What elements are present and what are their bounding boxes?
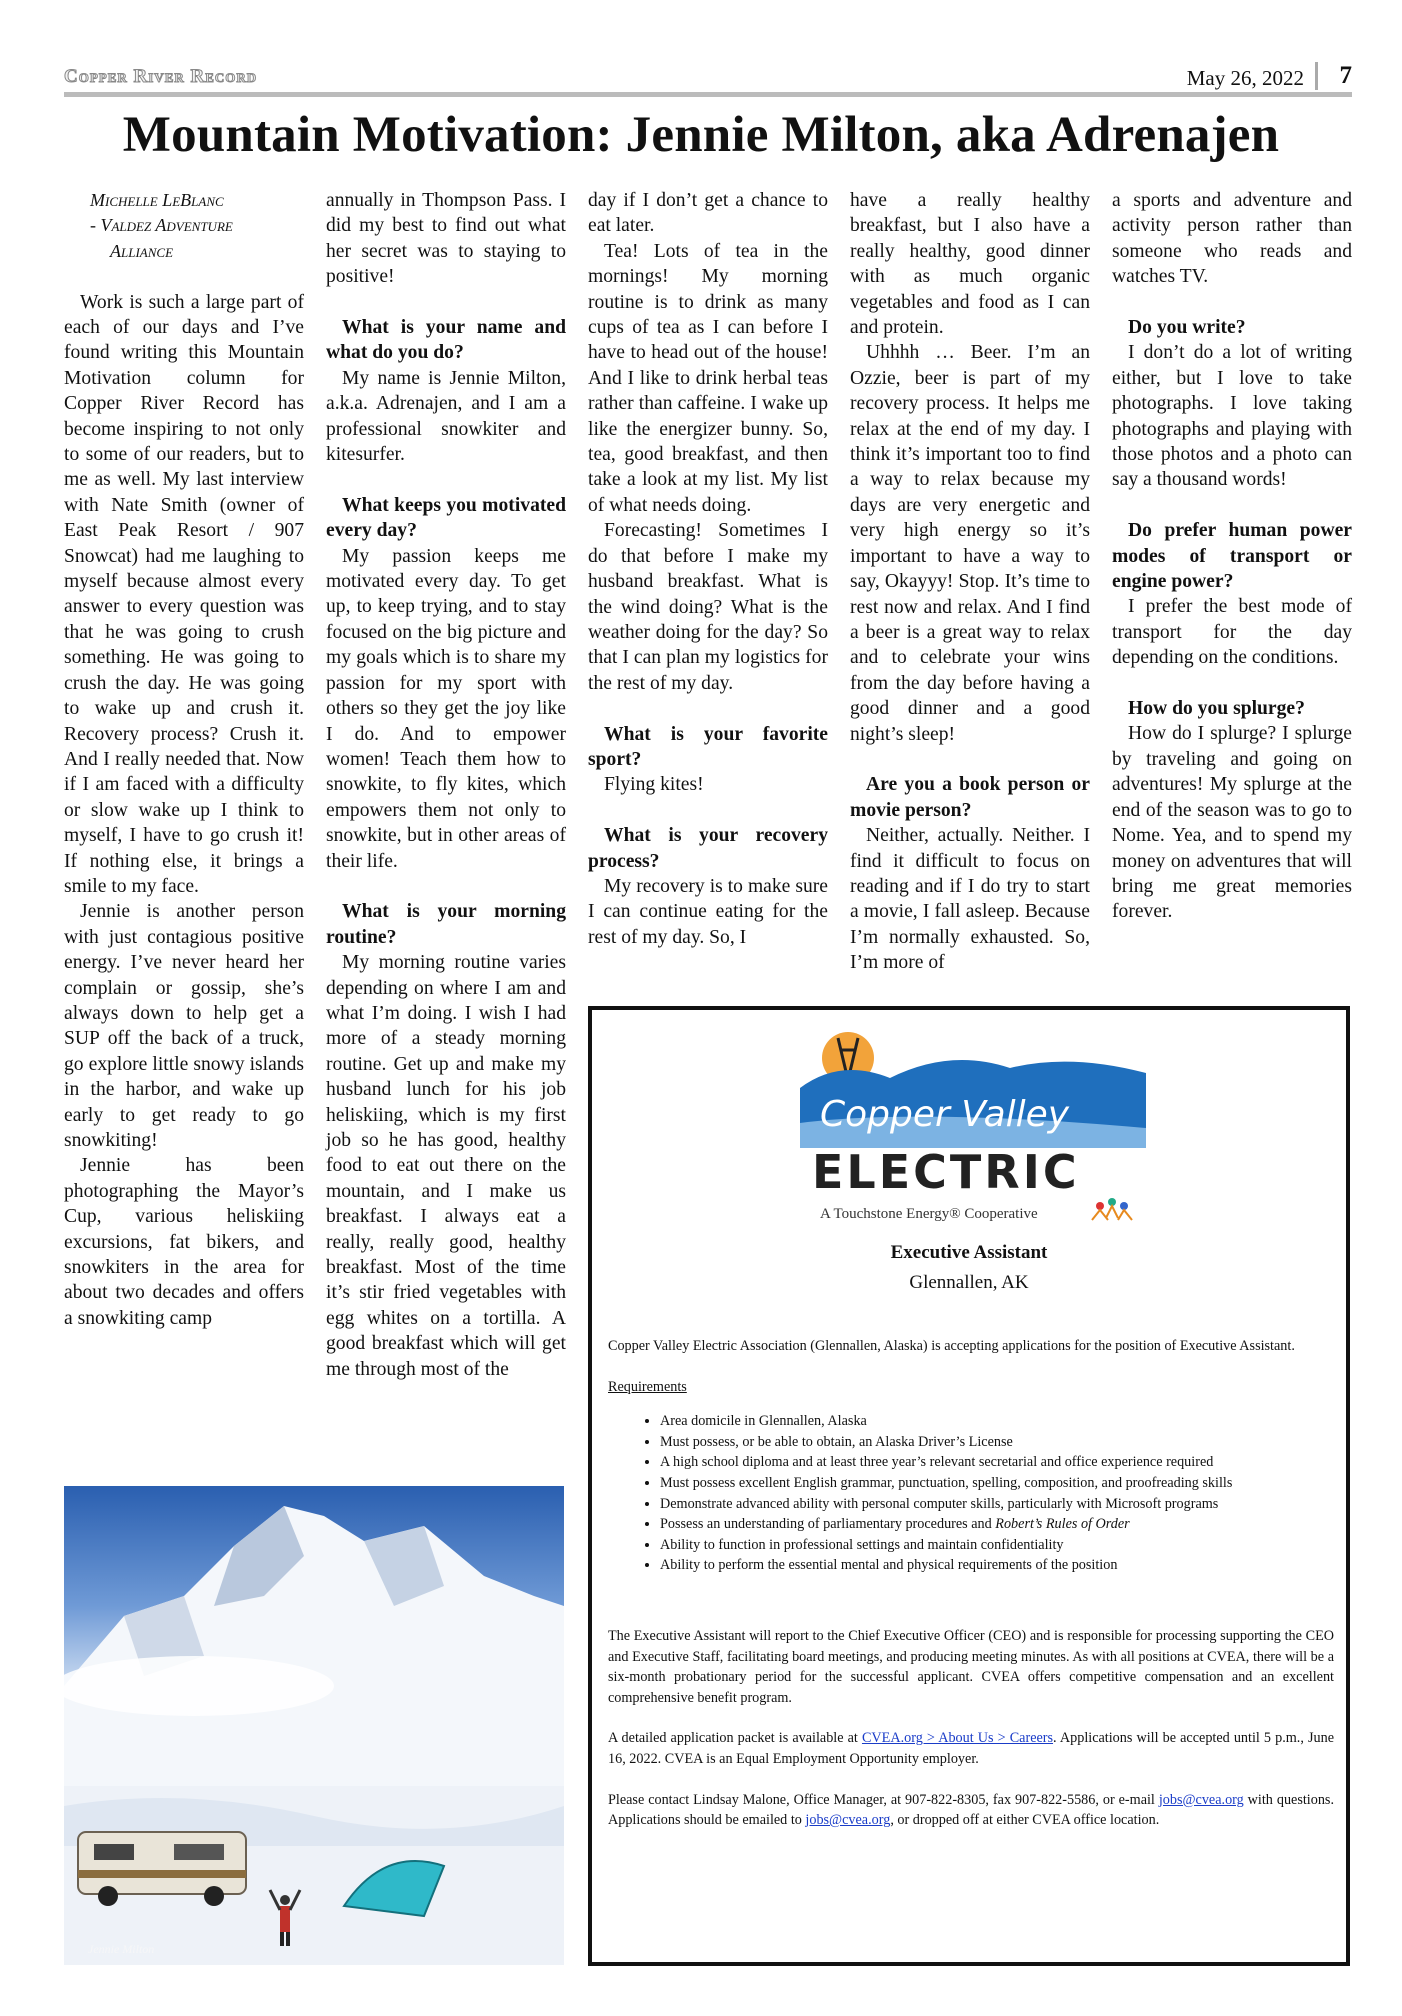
packet-text: A detailed application packet is available at xyxy=(608,1730,862,1747)
paragraph: Tea! Lots of tea in the mornings! My morning routine is to drink as many cups of tea as I can before I have to head out of the house! And I like to drink herbal teas rather than caffeine. I wake up like the energizer bunny. So, tea, good breakfast, and then take a look at my list. My list of what needs doing. xyxy=(588,240,828,516)
interview-question: Do you write? xyxy=(1128,317,1246,339)
interview-question: How do you splurge? xyxy=(1128,698,1305,720)
requirement-item: • Area domicile in Glennallen, Alaska xyxy=(660,1411,1334,1432)
interview-answer: Neither, actually. Neither. I find it difficult to focus on reading and if I do try to start a movie, I fall asleep. Because I’m normally exhausted. So, I’m more of xyxy=(850,825,1090,974)
paragraph: have a really healthy breakfast, but I also have a really healthy, good dinner with as much organic vegetables and food as I can and protein. xyxy=(850,190,1090,339)
interview-question: What is your morning routine? xyxy=(326,901,566,948)
article-column-1 xyxy=(64,188,304,1331)
article-column-5 xyxy=(1112,188,1352,925)
roberts-rules: Robert’s Rules of Order xyxy=(995,1516,1130,1533)
article-title: Mountain Motivation: Jennie Milton, aka Adrenajen xyxy=(122,107,1280,163)
paragraph: Uhhhh … Beer. I’m an Ozzie, beer is part of my recovery process. It helps me relax at the end of my day. I think it’s important too to find a way to relax because my days are very energetic and very high energy so it’s important to have a way to say, Okayyy! Stop. It’s time to rest now and relax. And I find a beer is a great way to relax and to celebrate your wins from the day before having a good dinner and a good night’s sleep! xyxy=(850,342,1090,745)
touchstone-icon xyxy=(1092,1198,1132,1220)
page-number: 7 xyxy=(1339,62,1352,89)
interview-question: What is your favorite sport? xyxy=(588,723,828,770)
rv-camper xyxy=(78,1832,246,1906)
paragraph: Forecasting! Sometimes I do that before I make my husband breakfast. What is the wind doing? What is the weather doing for the day? So that I can plan my logistics for the rest of my day. xyxy=(588,520,828,694)
logo-copper-valley: Copper Valley xyxy=(820,1094,1070,1135)
interview-answer: My morning routine varies depending on where I am and what I’m doing. I wish I had more of a steady morning routine. Get up and make my husband lunch for his job heliskiing, which is my first job so he has good, healthy food to eat out there on the mountain, and I make us breakfast. I always eat a really, really good, healthy breakfast. Most of the time it’s stir fried vegetables with egg whites on a tortilla. A good breakfast which will get me through most of the xyxy=(326,952,566,1380)
interview-question: What is your name and what do you do? xyxy=(326,317,566,364)
contact-text: Please contact Lindsay Malone, Office Manager, at 907-822-8305, fax 907-822-5586, or e-mail xyxy=(608,1791,1159,1808)
interview-answer: I don’t do a lot of writing either, but I love to take photographs. I love taking photographs and playing with those photos and a photo can say a thousand words! xyxy=(1112,342,1352,491)
interview-question: Do prefer human power modes of transport or engine power? xyxy=(1112,520,1352,593)
snowkiting-photo xyxy=(64,1486,564,1965)
photo-credit: Jennie Milton xyxy=(88,1942,155,1956)
logo-electric: ELECTRIC xyxy=(812,1145,1080,1199)
byline-org: - Valdez Adventure xyxy=(90,215,233,236)
interview-question: Are you a book person or movie person? xyxy=(850,774,1090,821)
interview-answer: My recovery is to make sure I can continue eating for the rest of my day. So, I xyxy=(588,875,828,948)
interview-answer: My passion keeps me motivated every day. To get up, to keep trying, and to stay focused on the big picture and my goals which is to share my passion for my sport with others so they get the joy like I do. And to empower women! Teach them how to snowkite, to fly kites, which empowers them not only to snowkite, but in other areas of their life. xyxy=(326,545,566,872)
careers-link[interactable]: CVEA.org > About Us > Careers xyxy=(861,1730,1054,1747)
job-title: Executive Assistant xyxy=(890,1242,1048,1263)
email-link[interactable]: jobs@cvea.org xyxy=(1158,1791,1244,1808)
requirement-item xyxy=(660,1514,1334,1535)
article-column-4 xyxy=(850,188,1090,976)
paragraph: Work is such a large part of each of our days and I’ve found writing this Mountain Motivation column for Copper River Record has become inspiring to not only to some of our readers, but to me as well. My last interview with Nate Smith (owner of East Peak Resort / 907 Snowcat) had me laughing to myself because almost every answer to every question was that he was going to crush something. He was going to crush the day. He was going to wake up and crush it. Recovery process? Crush it. And I really needed that. Now if I am faced with a difficulty or slow wake up I think to myself, I have to go crush it! If nothing else, it brings a smile to my face. xyxy=(64,291,304,897)
paragraph: day if I don’t get a chance to eat later. xyxy=(588,190,828,237)
interview-answer: My name is Jennie Milton, a.k.a. Adrenajen, and I am a professional snowkiter and kitesurfer. xyxy=(326,367,566,466)
contact-text-2: with questions. Applications should be emailed to xyxy=(608,1791,1334,1829)
requirement-item: • Demonstrate advanced ability with personal computer skills, particularly with Microsoft programs xyxy=(660,1494,1334,1515)
paragraph: a sports and adventure and activity person rather than someone who reads and watches TV. xyxy=(1112,190,1352,288)
paragraph: annually in Thompson Pass. I did my best to find out what her secret was to staying to positive! xyxy=(326,190,566,288)
interview-answer: Flying kites! xyxy=(604,774,704,796)
ad-contact-paragraph xyxy=(608,1790,1334,1831)
job-location: Glennallen, AK xyxy=(909,1272,1029,1293)
contact-text-3: , or dropped off at either CVEA office location. xyxy=(890,1812,1160,1829)
requirements-heading: Requirements xyxy=(608,1378,687,1395)
interview-question: What is your recovery process? xyxy=(588,825,828,872)
byline-author: Michelle LeBlanc xyxy=(90,190,224,210)
paragraph: Jennie has been photographing the Mayor’s Cup, various heliskiing excursions, fat bikers, and snowkiters in the area for about two decades and offers a snowkiting camp xyxy=(64,1155,304,1329)
ad-packet-paragraph xyxy=(608,1728,1334,1769)
requirement-item: • Must possess excellent English grammar, punctuation, spelling, composition, and proofreading skills xyxy=(660,1473,1334,1494)
requirement-item: • Ability to function in professional settings and maintain confidentiality xyxy=(660,1535,1334,1556)
requirement-item: • Ability to perform the essential mental and physical requirements of the position xyxy=(660,1555,1334,1576)
requirement-item: • Must possess, or be able to obtain, an Alaska Driver’s License xyxy=(660,1432,1334,1453)
requirement-item: • A high school diploma and at least three year’s relevant secretarial and office experience required xyxy=(660,1452,1334,1473)
copper-valley-electric-logo xyxy=(800,1028,1146,1226)
ad-report-paragraph: The Executive Assistant will report to the Chief Executive Officer (CEO) and is responsible for processing supporting the CEO and Executive Staff, facilitating board meetings, and producing meeting minutes. As with all positions at CVEA, there will be a six-month probationary period for the successful applicant. CVEA offers competitive compensation and an excellent comprehensive benefit program. xyxy=(608,1627,1334,1706)
masthead: Copper River Record xyxy=(64,66,258,87)
packet-text-2: . Applications will be accepted until 5 p.m., June 16, 2022. CVEA is an Equal Employment Opportunity employer. xyxy=(608,1730,1334,1767)
requirement-text: Possess an understanding of parliamentary procedures and xyxy=(660,1516,996,1533)
requirements-list xyxy=(608,1411,1334,1576)
page-header xyxy=(64,62,1352,97)
ad-intro: Copper Valley Electric Association (Glennallen, Alaska) is accepting applications for the position of Executive Assistant. xyxy=(608,1338,1295,1354)
byline-org-2: Alliance xyxy=(110,240,174,261)
mountain-scene xyxy=(64,1486,564,1965)
article-column-2 xyxy=(326,188,566,1382)
byline xyxy=(64,188,304,264)
interview-answer: I prefer the best mode of transport for the day depending on the conditions. xyxy=(1112,596,1352,669)
paragraph: Jennie is another person with just contagious positive energy. I’ve never heard her complain or gossip, she’s always down to help get a SUP off the back of a truck, go explore little snowy islands in the harbor, and wake up early to get ready to go snowkiting! xyxy=(64,901,304,1152)
issue-date: May 26, 2022 xyxy=(1186,66,1304,90)
logo-tagline: A Touchstone Energy® Cooperative xyxy=(820,1206,1038,1222)
article-column-3 xyxy=(588,188,828,950)
ad-body xyxy=(608,1336,1334,1851)
job-advertisement xyxy=(588,1006,1350,1966)
interview-answer: How do I splurge? I splurge by traveling and going on adventures! My splurge at the end of the season was to go to Nome. Yea, and to spend my money on adventures that will bring me great memories forever. xyxy=(1112,723,1352,923)
email-link-2[interactable]: jobs@cvea.org xyxy=(805,1812,891,1829)
header-separator xyxy=(1315,62,1318,90)
interview-question: What keeps you motivated every day? xyxy=(326,494,566,542)
